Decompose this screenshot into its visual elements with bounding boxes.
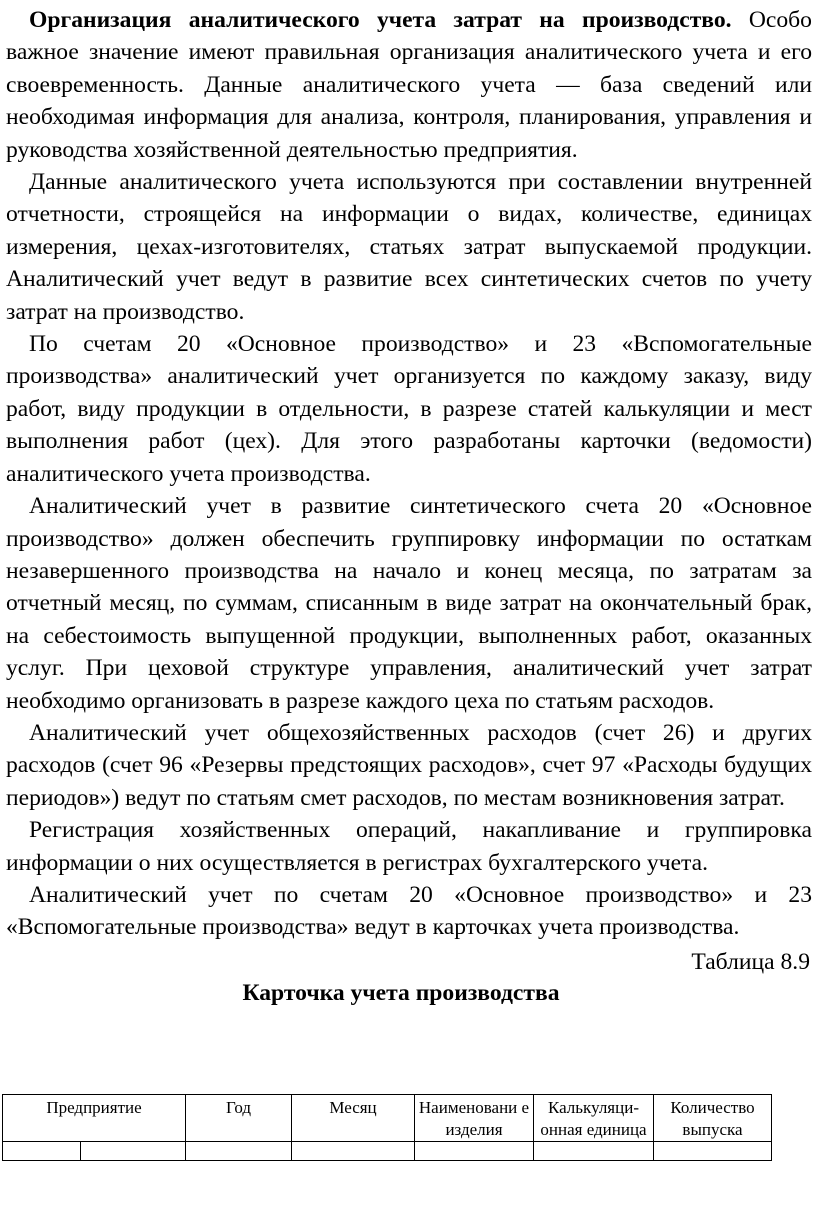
table-header-row (3, 1095, 772, 1142)
paragraph-7: Аналитический учет по счетам 20 «Основное производство» и 23 «Вспомогательные производства» ведут в карточках учета производства. (6, 881, 812, 941)
paragraph-6: Регистрация хозяйственных операций, накапливание и группировка информации о них осуществляется в регистрах бухгалтерского учета. (6, 817, 812, 876)
paragraph-3: По счетам 20 «Основное производство» и 23 «Вспомогательные производства» аналитический учет организуется по каждому заказу, виду работ, виду продукции в отдельности, в разрезе статей калькуляции и мест выполнения работ (цех). Для этого разработаны карточки (ведомости) аналитического учета производства. (6, 331, 812, 487)
paragraph-4: Аналитический учет в развитие синтетического счета 20 «Основное производство» должен обеспечить группировку информации по остаткам незавершенного производства на начало и конец месяца, по затратам за отчетный месяц, по суммам, списанным в виде затрат на окончательный брак, на себестоимость выпущенной продукции, выполненных работ, оказанных услуг. При цеховой структуре управления, аналитический учет затрат необходимо организовать в разрезе каждого цеха по статьям расходов. (6, 493, 812, 714)
header-costing-unit: Калькуляци-онная единица (534, 1095, 654, 1142)
table-cell (654, 1142, 772, 1161)
table-cell (3, 1142, 81, 1161)
paragraph-2: Данные аналитического учета используются при составлении внутренней отчетности, строящейся на информации о видах, количестве, единицах измерения, цехах-изготовителях, статьях затрат выпускаемой продукции. Аналитический учет ведут в развитие всех синтетических счетов по учету затрат на производство. (6, 169, 812, 325)
table-row (3, 1142, 772, 1161)
header-enterprise: Предприятие (3, 1095, 186, 1142)
header-year: Год (186, 1095, 292, 1142)
table-title: Карточка учета производства (242, 979, 560, 1006)
table-caption: Таблица 8.9 (691, 948, 810, 975)
paragraph-1 (6, 4, 812, 166)
production-card-table (2, 1094, 772, 1161)
header-month: Месяц (292, 1095, 415, 1142)
table-cell (415, 1142, 534, 1161)
table-cell (186, 1142, 292, 1161)
table-cell (534, 1142, 654, 1161)
header-product-name: Наименовани е изделия (415, 1095, 534, 1142)
table-cell (292, 1142, 415, 1161)
paragraph-1-text: Особо важное значение имеют правильная организация аналитического учета и его своевременность. Данные аналитического учета — база сведений или необходимая информация для анализа, контроля, планирования, управления и руководства хозяйственной деятельностью предприятия. (6, 7, 812, 163)
paragraph-5: Аналитический учет общехозяйственных расходов (счет 26) и других расходов (счет 96 «Резервы предстоящих расходов», счет 97 «Расходы будущих периодов») ведут по статьям смет расходов, по местам возникновения затрат. (6, 719, 812, 811)
document-page (6, 4, 812, 1008)
section-heading: Организация аналитического учета затрат на производство. (29, 7, 732, 33)
header-output-quantity: Количество выпуска (654, 1095, 772, 1142)
table-cell (81, 1142, 186, 1161)
